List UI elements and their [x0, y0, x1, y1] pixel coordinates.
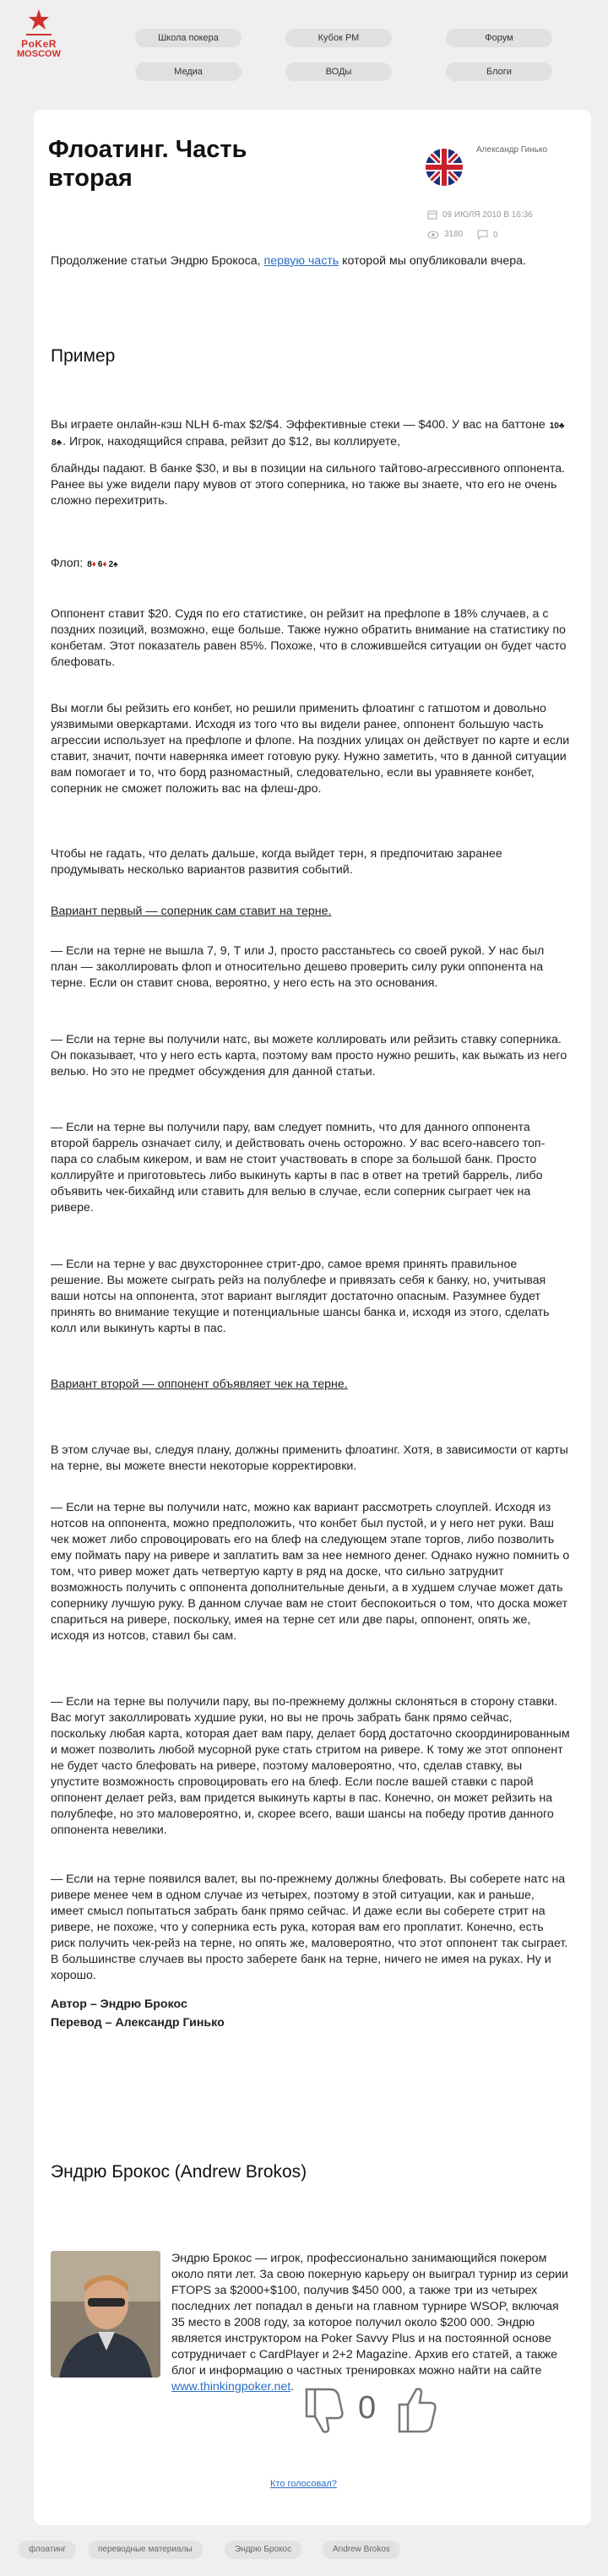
site-logo[interactable] [15, 8, 62, 59]
paragraph-v1-pair: — Если на терне вы получили пару, вам следует помнить, что для данного оппонента второй баррель означает силу, и действовать очень осторожно. У вас всего-навсего топ-пара со слабым кикером, и вам не стоит участвовать в споре за большой банк. Просто коллируйте и приготовьтесь либо выкинуть карты в пас в ответ на третий баррель, либо объявить чек-бихайнд или ставить для велью в случае, если соперник сыграет чек на ривере. [51, 1121, 546, 1215]
flop-card-2-rank: 6 [97, 560, 103, 569]
flop-card-2 [98, 557, 107, 573]
paragraph-plan: Чтобы не гадать, что делать дальше, когда выйдет терн, я предпочитаю заранее продумывать несколько вариантов развития событий. [51, 847, 502, 877]
flag-avatar-icon [426, 149, 463, 186]
author-photo [51, 2251, 160, 2378]
paragraph-blinds: блайнды падают. В банке $30, и вы в позиции на сильного тайтово-агрессивного оппонента. Ранее вы уже видели пару мувов от этого соперника, но также вы знаете, что его не очень сложно перехитрить. [51, 462, 566, 508]
bio-heading: Эндрю Брокос (Andrew Brokos) [51, 2162, 307, 2182]
logo-word-moscow: MOSCOW [17, 49, 61, 59]
paragraph-setup [51, 417, 571, 451]
thinkingpoker-link[interactable]: www.thinkingpoker.net [171, 2380, 291, 2394]
thumbs-up-icon [394, 2386, 438, 2435]
tag-floating[interactable]: флоатинг [19, 2541, 76, 2559]
variant-one-heading: Вариант первый — соперник сам ставит на терне. [51, 905, 332, 918]
author-photo-image [51, 2251, 160, 2378]
hand-card-1-suit: ♣ [558, 421, 565, 431]
setup-text-b: . Игрок, находящийся справа, рейзит до $12, вы коллируете, [62, 435, 400, 448]
view-count [427, 230, 463, 239]
flop-card-1-suit: ♦ [91, 560, 96, 569]
author-avatar[interactable] [426, 149, 463, 186]
first-part-link[interactable]: первую часть [263, 254, 339, 268]
intro-text-after: которой мы опубликовали вчера. [339, 254, 526, 268]
paragraph-v2-nuts: — Если на терне вы получили натс, можно как вариант рассмотреть слоуплей. Исходя из нотсов на оппонента, можно предположить, что конбет был пустой, и у него нет руки. Ваш чек может либо спровоцировать его на блеф на следующем этапе торгов, либо позволить ему поймать пару на ривере и заплатить вам за нее немного денег. Однако нужно помнить о том, что ривер может дать четвертую карту в ряд на доске, что сильно затруднит возможность получить с оппонента дополнительные деньги, а в худшем случае может дать сопернику лучшую руку. В данном случае вам не стоит беспокоиться о том, что доска может спариться на ривере, поскольку, имея на терне сет или две пары, оппонент, опять же, исходя из нотсов, ставил бы сам. [51, 1501, 570, 1643]
section-example-heading: Пример [51, 346, 116, 366]
hand-card-2 [52, 435, 62, 451]
logo-underline-icon [26, 32, 52, 37]
article-title: Флоатинг. Часть вторая [48, 136, 247, 192]
flop-card-3-rank: 2 [108, 560, 114, 569]
article-card [34, 110, 591, 2525]
publish-date [427, 209, 533, 220]
tag-brokos-en[interactable]: Andrew Brokos [323, 2541, 400, 2559]
paragraph-v1-nuts: — Если на терне вы получили натс, вы можете коллировать или рейзить ставку соперника. Он показывает, что у него есть карта, поэтому вам просто нужно решить, как выжать из него велью. Но это не предмет обсуждения для данной статьи. [51, 1033, 567, 1079]
flop-card-1-rank: 8 [87, 560, 92, 569]
author-name[interactable]: Александр Гинько [476, 145, 548, 155]
nav-forum[interactable]: Форум [446, 29, 552, 47]
calendar-icon [427, 209, 437, 220]
comment-icon [477, 230, 488, 240]
hand-card-1 [550, 418, 565, 434]
publish-date-text: 09 ИЮЛЯ 2010 В 16:36 [442, 209, 533, 220]
flop-card-3-suit: ♠ [113, 560, 118, 569]
hand-card-2-rank: 8 [52, 438, 57, 448]
paragraph-v1-draw: — Если на терне у вас двухстороннее стрит-дро, самое время принять правильное решение. Вы можете сыграть рейз на полублефе и привязать себя к банку, но, учитывая ваши нотсы на оппонента, этот вариант выглядит достаточно опасным. Разумнее будет принять во внимание текущие и потенциальные шансы банка и, исходя из этого, сделать колл или выкинуть карты в пас. [51, 1258, 550, 1335]
intro-text-before: Продолжение статьи Эндрю Брокоса, [51, 254, 264, 268]
paragraph-v2-jack: — Если на терне появился валет, вы по-прежнему должны блефовать. Вы соберете натс на ривере менее чем в одном случае из четырех, поэтому в этой ситуации, как и раньше, имеет смысл попытаться забрать банк прямо сейчас. И даже если вы соберете стрит на ривере, не похоже, что у соперника есть рука, которая вам его проплатит. Конечно, есть риск получить чек-рейз на терне, но опять же, маловероятно, что этот оппонент так сыграет. В большинстве случаев вы просто заберете банк на терне, ничего не имея на руках. Ну и хорошо. [51, 1872, 568, 1982]
paragraph-v2-pair: — Если на терне вы получили пару, вы по-прежнему должны склоняться в сторону ставки. Вас могут заколлировать худшие руки, но вы не прочь забрать банк прямо сейчас, поскольку любая карта, которая дает вам пару, делает борд достаточно скоординированным и может позволить любой мусорной руке стать стритом на ривере. К тому же этот оппонент не будет часто блефовать на ривере, поэтому маловероятно, что, сделав ставку, вы упустите возможность спровоцировать его на блеф. Если после вашей ставки с парой оппонент делает рейз, вам придется выкинуть карты в пас. Конечно, он может рейзить на полублефе, но это маловероятно, и, скорее всего, ваши шансы на победу против данного оппонента невелики. [51, 1695, 570, 1837]
variant-two-heading: Вариант второй — оппонент объявляет чек на терне. [51, 1378, 348, 1391]
flop-card-1 [87, 557, 96, 573]
vote-count: 0 [358, 2390, 377, 2426]
who-voted-link[interactable]: Кто голосовал? [270, 2479, 337, 2489]
comment-count-text: 0 [493, 230, 498, 240]
setup-text-a: Вы играете онлайн-кэш NLH 6-max $2/$4. Эффективные стеки — $400. У вас на баттоне [51, 418, 549, 432]
nav-vods[interactable]: ВОДы [285, 62, 392, 81]
paragraph-opponent: Оппонент ставит $20. Судя по его статистике, он рейзит на префлопе в 18% случаев, а с поздних позиций, возможно, еще больше. Также нужно обратить внимание на статистику по конбетам. Этот показатель равен 85%. Похоже, что в сложившейся ситуации он будет часто блефовать. [51, 607, 567, 669]
thumbs-down-icon [301, 2386, 345, 2435]
bio-text-end: . [290, 2380, 295, 2394]
flop-line [51, 556, 571, 573]
credit-translator: Перевод – Александр Гинько [51, 2016, 225, 2030]
tag-brokos-ru[interactable]: Эндрю Брокос [225, 2541, 301, 2559]
tag-translated[interactable]: переводные материалы [88, 2541, 203, 2559]
nav-media[interactable]: Медиа [135, 62, 242, 81]
flop-card-3 [109, 557, 118, 573]
intro-paragraph [51, 253, 571, 269]
logo-word-poker: PoKeR [21, 38, 57, 50]
eye-icon [427, 231, 439, 239]
vote-up-button[interactable] [394, 2386, 438, 2439]
bio-text-body: Эндрю Брокос — игрок, профессионально занимающийся покером около пяти лет. За свою покерную карьеру он выиграл турнир из серии FTOPS за $2000+$100, получив $450 000, а также три из четырех последних лет попадал в деньги на главном турнире WSOP, включая 35 место в 2008 году, за которое получил около $200 000. Эндрю является инструктором на Poker Savvy Plus и на постоянной основе сотрудничает с CardPlayer и 2+2 Magazine. Архив его статей, а также блог и информацию о частных тренировках можно найти на сайте [171, 2252, 568, 2378]
paragraph-v1-miss: — Если на терне не вышла 7, 9, Т или J, просто расстаньтесь со своей рукой. У нас был план — заколлировать флоп и относительно дешево проверить силу руки оппонента на терне. Если он ставит снова, вероятно, у него есть на это основания. [51, 944, 545, 990]
credit-author: Автор – Эндрю Брокос [51, 1997, 187, 2011]
flop-card-2-suit: ♦ [102, 560, 107, 569]
nav-poker-school[interactable]: Школа покера [135, 29, 242, 47]
paragraph-v2-intro: В этом случае вы, следуя плану, должны применить флоатинг. Хотя, в зависимости от карты на терне, вы можете внести некоторые корректировки. [51, 1443, 568, 1473]
comment-count[interactable] [477, 230, 498, 240]
star-icon [28, 8, 50, 30]
site-header [0, 0, 608, 110]
bio-text [171, 2251, 575, 2395]
vote-down-button[interactable] [301, 2386, 345, 2439]
paragraph-float-decision: Вы могли бы рейзить его конбет, но решили применить флоатинг с гатшотом и довольно уязвимыми оверкартами. Исходя из того что вы видели ранее, оппонент большую часть агрессии использует на префлопе и флопе. На поздних улицах он действует по карте и если ставит, значит, почти наверняка имеет готовую руку. Нужно заметить, что в данной ситуации вам помогает и то, что борд разномастный, следовательно, если вы уравняете конбет, соперник не сможет положить вас на флеш-дро. [51, 702, 570, 796]
hand-card-1-rank: 10 [549, 421, 559, 431]
hand-card-2-suit: ♣ [56, 438, 62, 448]
flop-label: Флоп: [51, 557, 87, 570]
nav-blogs[interactable]: Блоги [446, 62, 552, 81]
nav-rm-cup[interactable]: Кубок РМ [285, 29, 392, 47]
view-count-text: 3180 [444, 230, 464, 239]
